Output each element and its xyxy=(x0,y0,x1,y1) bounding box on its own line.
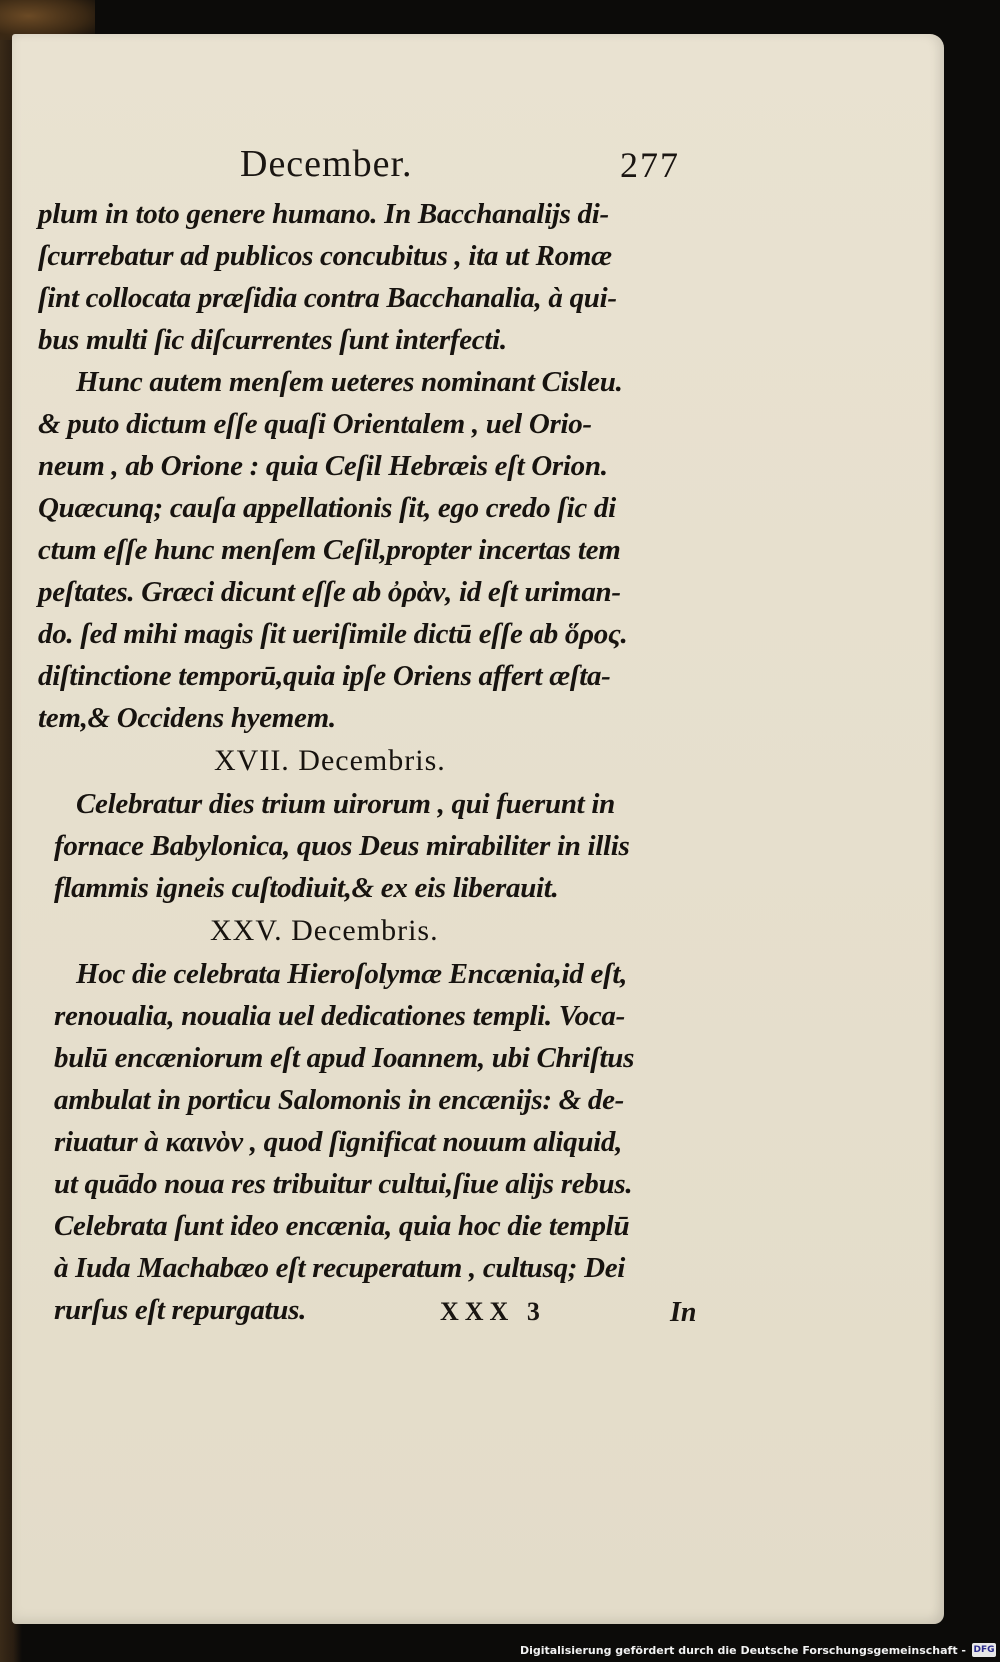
text-line: Celebratur dies trium uirorum , qui fuerunt in xyxy=(76,788,615,820)
text-line: riuatur à καινὸν , quod ſignificat nouum aliquid, xyxy=(54,1126,623,1158)
running-head xyxy=(240,142,680,188)
text-line: plum in toto genere humano. In Bacchanalijs di- xyxy=(38,198,609,230)
text-line: rurſus eſt repurgatus. xyxy=(54,1294,307,1326)
text-line: ut quādo noua res tribuitur cultui,ſiue alijs rebus. xyxy=(54,1168,633,1200)
text-line: à Iuda Machabæo eſt recuperatum , cultusq; Dei xyxy=(54,1252,626,1284)
signature-mark: XXX 3 xyxy=(440,1297,546,1326)
text-line: ambulat in porticu Salomonis in encænijs: & de- xyxy=(54,1084,625,1116)
text-line: Hunc autem menſem ueteres nominant Cisleu. xyxy=(76,366,623,398)
catchline xyxy=(440,1297,700,1337)
text-line: do. ſed mihi magis ſit ueriſimile dictū eſſe ab ὅρος. xyxy=(38,618,628,650)
running-head-title: December. xyxy=(240,143,413,185)
text-line: bulū encæniorum eſt apud Ioannem, ubi Chriſtus xyxy=(54,1042,635,1074)
text-line: peſtates. Græci dicunt eſſe ab ὀρὰν, id eſt uriman- xyxy=(38,576,621,608)
dfg-logo: DFG xyxy=(973,1645,995,1655)
text-line: ſcurrebatur ad publicos concubitus , ita ut Romæ xyxy=(38,240,612,272)
text-line: tem,& Occidens hyemem. xyxy=(38,702,336,734)
text-line: & puto dictum eſſe quaſi Orientalem , uel Orio- xyxy=(38,408,592,440)
text-line: renoualia, noualia uel dedicationes templi. Voca- xyxy=(54,1000,625,1032)
catchword: In xyxy=(670,1297,697,1328)
text-line: Quæcunq; cauſa appellationis ſit, ego credo ſic di xyxy=(38,492,616,524)
section-heading: XVII. Decembris. xyxy=(214,744,446,777)
digitization-credit xyxy=(520,1640,996,1660)
text-line: neum , ab Orione : quia Ceſil Hebræis eſt Orion. xyxy=(38,450,608,482)
page-number: 277 xyxy=(620,145,680,185)
text-line: Hoc die celebrata Hieroſolymæ Encænia,id eſt, xyxy=(76,958,628,990)
text-line: ſint collocata præſidia contra Bacchanalia, à qui- xyxy=(38,282,617,314)
text-line: Celebrata ſunt ideo encænia, quia hoc die templū xyxy=(54,1210,630,1242)
text-line: ctum eſſe hunc menſem Ceſil,propter incertas tem xyxy=(38,534,621,566)
credit-text: Digitalisierung gefördert durch die Deutsche Forschungsgemeinschaft - xyxy=(519,1643,966,1657)
section-heading: XXV. Decembris. xyxy=(210,914,439,947)
text-line: flammis igneis cuſtodiuit,& ex eis liberauit. xyxy=(54,872,559,904)
page-text xyxy=(38,193,698,1331)
text-line: bus multi ſic diſcurrentes ſunt interfecti. xyxy=(38,324,507,356)
text-line: fornace Babylonica, quos Deus mirabiliter in illis xyxy=(54,830,630,862)
text-line: diſtinctione temporū,quia ipſe Oriens affert æſta- xyxy=(38,660,611,692)
